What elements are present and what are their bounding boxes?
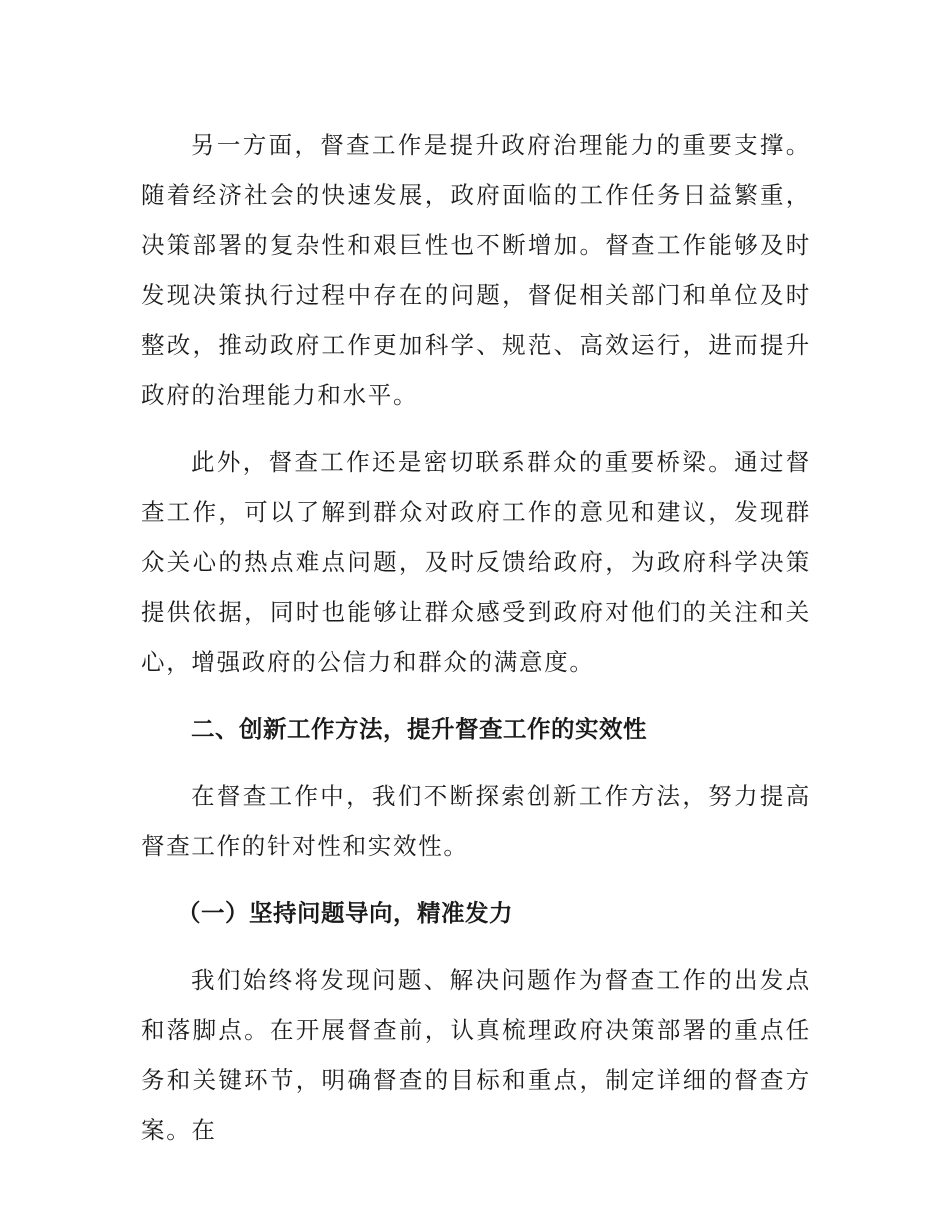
document-page <box>141 120 811 1155</box>
paragraph-problem-oriented: 我们始终将发现问题、解决问题作为督查工作的出发点和落脚点。在开展督查前，认真梳理政府决策部署的重点任务和关键环节，明确督查的目标和重点，制定详细的督查方案。在 <box>141 966 811 1144</box>
paragraph-public-bridge: 此外，督查工作还是密切联系群众的重要桥梁。通过督查工作，可以了解到群众对政府工作的意见和建议，发现群众关心的热点难点问题，及时反馈给政府，为政府科学决策提供依据，同时也能够让群众感受到政府对他们的关注和关心，增强政府的公信力和群众的满意度。 <box>141 448 811 676</box>
section-heading-innovation: 二、创新工作方法，提升督查工作的实效性 <box>191 715 647 743</box>
paragraph-section-intro: 在督查工作中，我们不断探索创新工作方法，努力提高督查工作的针对性和实效性。 <box>141 782 811 860</box>
paragraph-governance-capacity: 另一方面，督查工作是提升政府治理能力的重要支撑。随着经济社会的快速发展，政府面临的工作任务日益繁重，决策部署的复杂性和艰巨性也不断增加。督查工作能够及时发现决策执行过程中存在的问题，督促相关部门和单位及时整改，推动政府工作更加科学、规范、高效运行，进而提升政府的治理能力和水平。 <box>141 131 811 409</box>
subsection-heading-problem-oriented: （一）坚持问题导向，精准发力 <box>177 899 513 927</box>
